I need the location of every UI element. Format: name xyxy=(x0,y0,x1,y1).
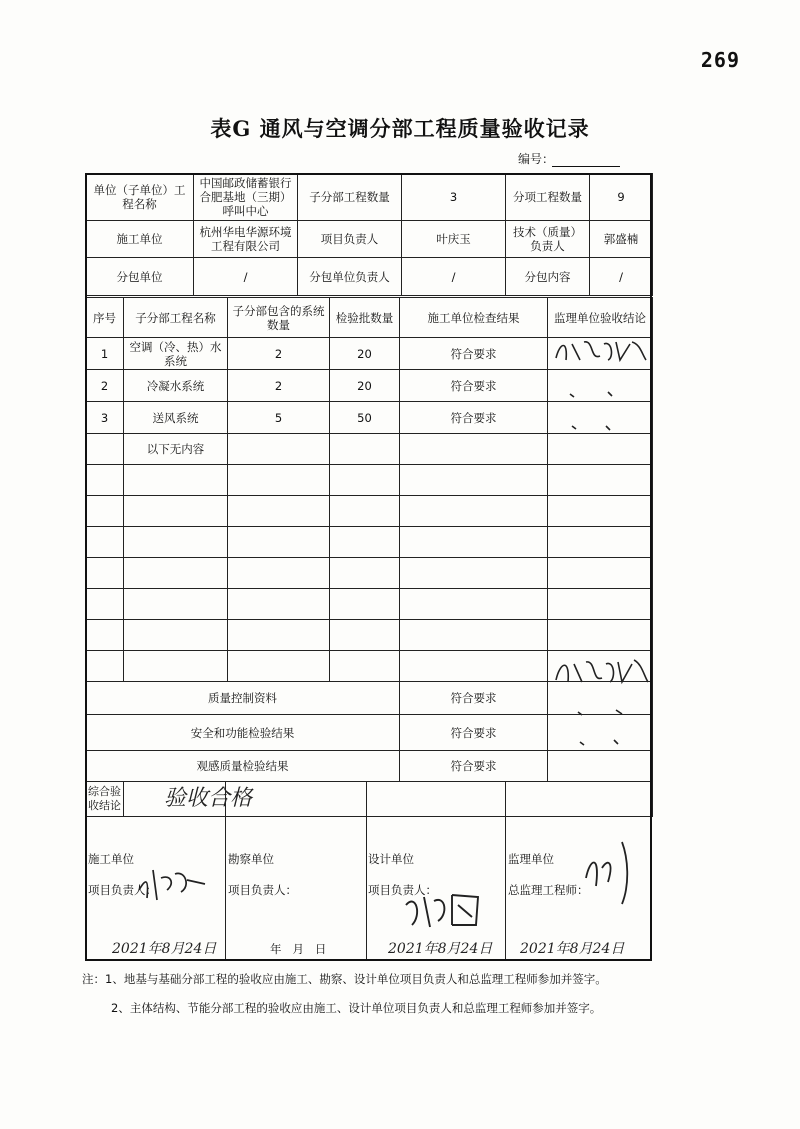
header-table xyxy=(85,173,653,296)
row-systems: 5 xyxy=(228,402,330,434)
col-no: 序号 xyxy=(86,298,124,338)
row-batches xyxy=(330,434,400,465)
subcon-pm-value: / xyxy=(402,258,506,296)
sig-survey-person: 项目负责人： xyxy=(228,883,297,897)
serial-label: 编号： xyxy=(518,152,555,166)
row-name: 冷凝水系统 xyxy=(124,370,228,402)
serial-blank xyxy=(552,166,620,167)
row-name: 空调（冷、热）水系统 xyxy=(124,338,228,370)
row-no: 3 xyxy=(86,402,124,434)
sig-survey-unit: 勘察单位 xyxy=(228,852,274,866)
chief-supervisor-signature xyxy=(578,838,638,908)
sig-survey-date: 年 月 日 xyxy=(270,942,327,956)
row-result: 符合要求 xyxy=(400,370,548,402)
col-supervisor: 监理单位验收结论 xyxy=(548,298,653,338)
conclusion-handwriting: 验收合格 xyxy=(164,786,253,811)
note-1: 注：1、地基与基础分部工程的验收应由施工、勘察、设计单位项目负责人和总监理工程师参加并签字。 xyxy=(82,972,607,986)
summary-result: 符合要求 xyxy=(400,682,548,715)
table-row-empty xyxy=(86,496,653,527)
col-batches: 检验批数量 xyxy=(330,298,400,338)
table-row-empty xyxy=(86,558,653,589)
subcon-value: / xyxy=(194,258,298,296)
sig-design-person: 项目负责人： xyxy=(368,883,437,897)
row-name: 送风系统 xyxy=(124,402,228,434)
table-row-empty xyxy=(86,620,653,651)
item-count-label: 分项工程数量 xyxy=(506,174,590,221)
col-systems: 子分部包含的系统数量 xyxy=(228,298,330,338)
row-batches: 20 xyxy=(330,370,400,402)
tech-label: 技术（质量）负责人 xyxy=(506,221,590,258)
row-systems: 2 xyxy=(228,338,330,370)
ditto-marks xyxy=(570,700,640,760)
unit-value: 中国邮政储蓄银行合肥基地（三期）呼叫中心 xyxy=(194,174,298,221)
builder-label: 施工单位 xyxy=(86,221,194,258)
row-result xyxy=(400,434,548,465)
conclusion-row xyxy=(86,782,653,817)
designer-signature xyxy=(400,885,490,935)
subcon-content-value: / xyxy=(590,258,653,296)
builder-value: 杭州华电华源环境工程有限公司 xyxy=(194,221,298,258)
row-result: 符合要求 xyxy=(400,338,548,370)
sig-divider xyxy=(225,782,226,961)
note-2: 2、主体结构、节能分部工程的验收应由施工、设计单位项目负责人和总监理工程师参加并签字。 xyxy=(111,1001,602,1015)
row-systems xyxy=(228,434,330,465)
ditto-marks xyxy=(560,380,640,450)
table-row-empty xyxy=(86,589,653,620)
summary-row xyxy=(86,715,653,751)
summary-result: 符合要求 xyxy=(400,715,548,751)
page-number: 269 xyxy=(700,48,740,72)
table-row-empty xyxy=(86,465,653,496)
sig-supervisor-date: 2021年8月24日 xyxy=(520,941,625,957)
sig-design-date: 2021年8月24日 xyxy=(388,941,493,957)
sub-count-label: 子分部工程数量 xyxy=(298,174,402,221)
col-name: 子分部工程名称 xyxy=(124,298,228,338)
col-result: 施工单位检查结果 xyxy=(400,298,548,338)
row-result: 符合要求 xyxy=(400,402,548,434)
sig-builder-unit: 施工单位 xyxy=(88,852,134,866)
table-row-empty xyxy=(86,527,653,558)
pm-label: 项目负责人 xyxy=(298,221,402,258)
supervisor-summary-signature xyxy=(550,650,650,690)
subcon-content-label: 分包内容 xyxy=(506,258,590,296)
row-batches: 20 xyxy=(330,338,400,370)
row-no xyxy=(86,434,124,465)
sig-divider xyxy=(505,782,506,961)
row-systems: 2 xyxy=(228,370,330,402)
row-batches: 50 xyxy=(330,402,400,434)
unit-label: 单位（子单位）工程名称 xyxy=(86,174,194,221)
sig-design-unit: 设计单位 xyxy=(368,852,414,866)
item-count-value: 9 xyxy=(590,174,653,221)
row-no: 1 xyxy=(86,338,124,370)
tech-value: 郭盛楠 xyxy=(590,221,653,258)
subcon-pm-label: 分包单位负责人 xyxy=(298,258,402,296)
summary-result: 符合要求 xyxy=(400,751,548,782)
row-no: 2 xyxy=(86,370,124,402)
sig-supervisor-person: 总监理工程师： xyxy=(508,883,589,897)
conclusion-label: 综合验收结论 xyxy=(86,782,124,817)
builder-signature xyxy=(135,860,210,905)
page-title: 表G 通风与空调分部工程质量验收记录 xyxy=(210,116,590,141)
summary-label: 观感质量检验结果 xyxy=(86,751,400,782)
sig-divider xyxy=(366,782,367,961)
summary-row xyxy=(86,751,653,782)
summary-label: 安全和功能检验结果 xyxy=(86,715,400,751)
summary-label: 质量控制资料 xyxy=(86,682,400,715)
conclusion-value xyxy=(124,782,653,817)
sig-builder-date: 2021年8月24日 xyxy=(112,941,217,957)
subcon-label: 分包单位 xyxy=(86,258,194,296)
pm-value: 叶庆玉 xyxy=(402,221,506,258)
supervisor-approval-signature xyxy=(550,330,650,370)
detail-table xyxy=(85,297,653,817)
sub-count-value: 3 xyxy=(402,174,506,221)
sig-builder-person: 项目负责人： xyxy=(88,883,157,897)
row-name: 以下无内容 xyxy=(124,434,228,465)
sig-supervisor-unit: 监理单位 xyxy=(508,852,554,866)
